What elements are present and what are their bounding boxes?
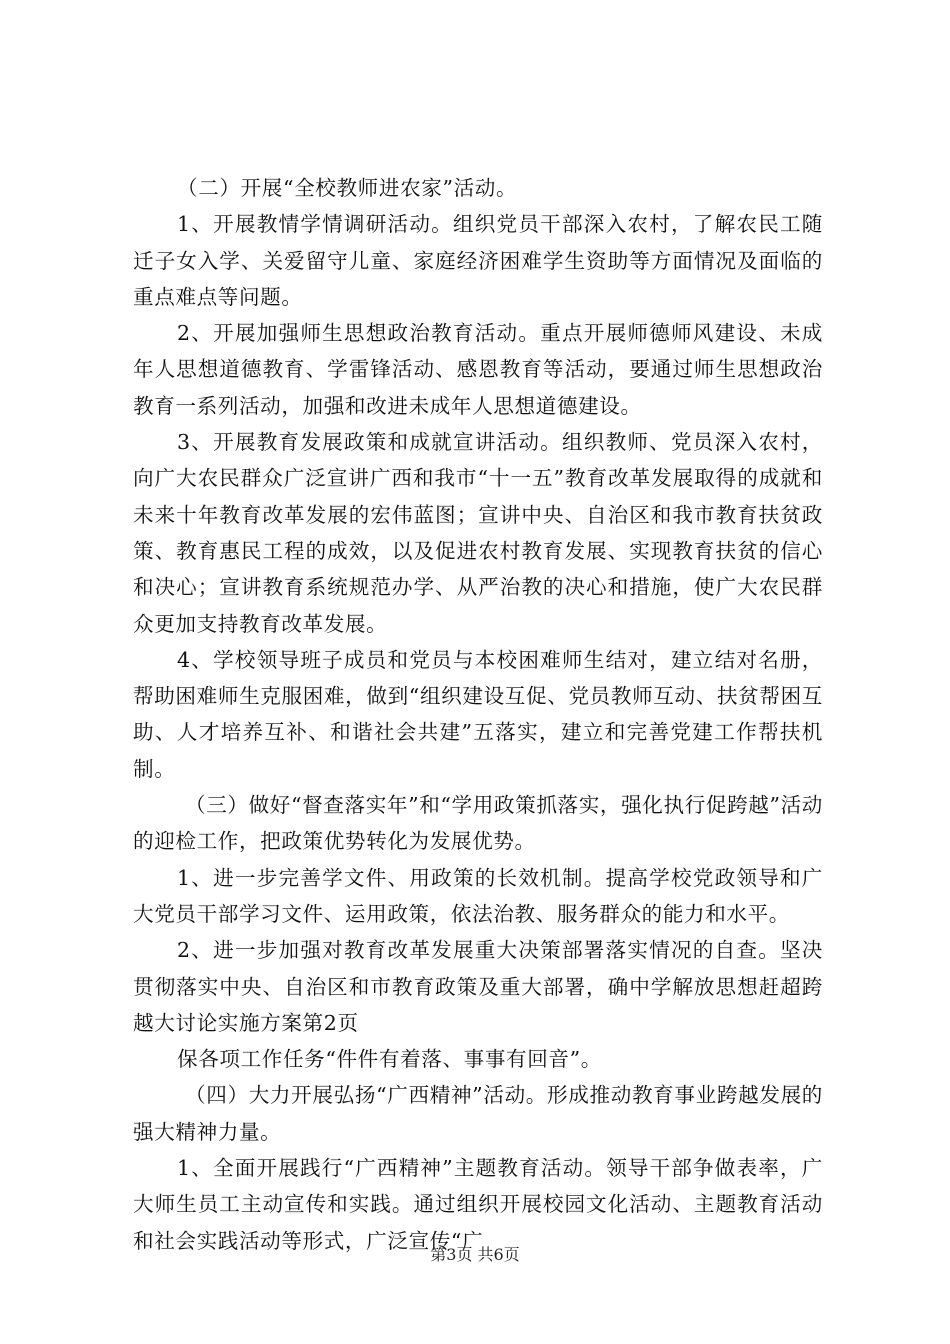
paragraph: 2、进一步加强对教育改革发展重大决策部署落实情况的自查。坚决贯彻落实中央、自治区和市教育政策及重大部署，确中学解放思想赶超跨越大讨论实施方案第2页 [133,938,823,1035]
paragraph: 3、开展教育发展政策和成就宣讲活动。组织教师、党员深入农村，向广大农民群众广泛宣讲广西和我市“十一五”教育改革发展取得的成就和未来十年教育改革发展的宏伟蓝图；宣讲中央、自治区和我市教育扶贫政策、教育惠民工程的成效，以及促进农村教育发展、实现教育扶贫的信心和决心；宣讲教育系统规范办学、从严治教的决心和措施，使广大农民群众更加支持教育改革发展。 [133,430,823,636]
page-footer: 第3页 共6页 [430,1245,520,1264]
document-body [133,170,823,1259]
paragraph: 4、学校领导班子成员和党员与本校困难师生结对，建立结对名册，帮助困难师生克服困难，做到“组织建设互促、党员教师互动、扶贫帮困互助、人才培养互补、和谐社会共建”五落实，建立和完善党建工作帮扶机制。 [133,647,823,781]
paragraph: 1、全面开展践行“广西精神”主题教育活动。领导干部争做表率，广大师生员工主动宣传和实践。通过组织开展校园文化活动、主题教育活动和社会实践活动等形式，广泛宣传“广 [133,1156,823,1253]
paragraph: 1、开展教情学情调研活动。组织党员干部深入农村，了解农民工随迁子女入学、关爱留守儿童、家庭经济困难学生资助等方面情况及面临的重点难点等问题。 [133,212,823,309]
section-heading-3: （三）做好“督查落实年”和“学用政策抓落实，强化执行促跨越”活动的迎检工作，把政策优势转化为发展优势。 [133,793,823,854]
section-heading-4: （四）大力开展弘扬“广西精神”活动。形成推动教育事业跨越发展的强大精神力量。 [133,1083,823,1144]
section-heading-2: （二）开展“全校教师进农家”活动。 [177,176,518,200]
paragraph: 1、进一步完善学文件、用政策的长效机制。提高学校党政领导和广大党员干部学习文件、运用政策，依法治教、服务群众的能力和水平。 [133,865,823,926]
paragraph: 2、开展加强师生思想政治教育活动。重点开展师德师风建设、未成年人思想道德教育、学雷锋活动、感恩教育等活动，要通过师生思想政治教育一系列活动，加强和改进未成年人思想道德建设。 [133,321,823,418]
paragraph-continuation: 保各项工作任务“件件有着落、事事有回音”。 [177,1047,602,1072]
